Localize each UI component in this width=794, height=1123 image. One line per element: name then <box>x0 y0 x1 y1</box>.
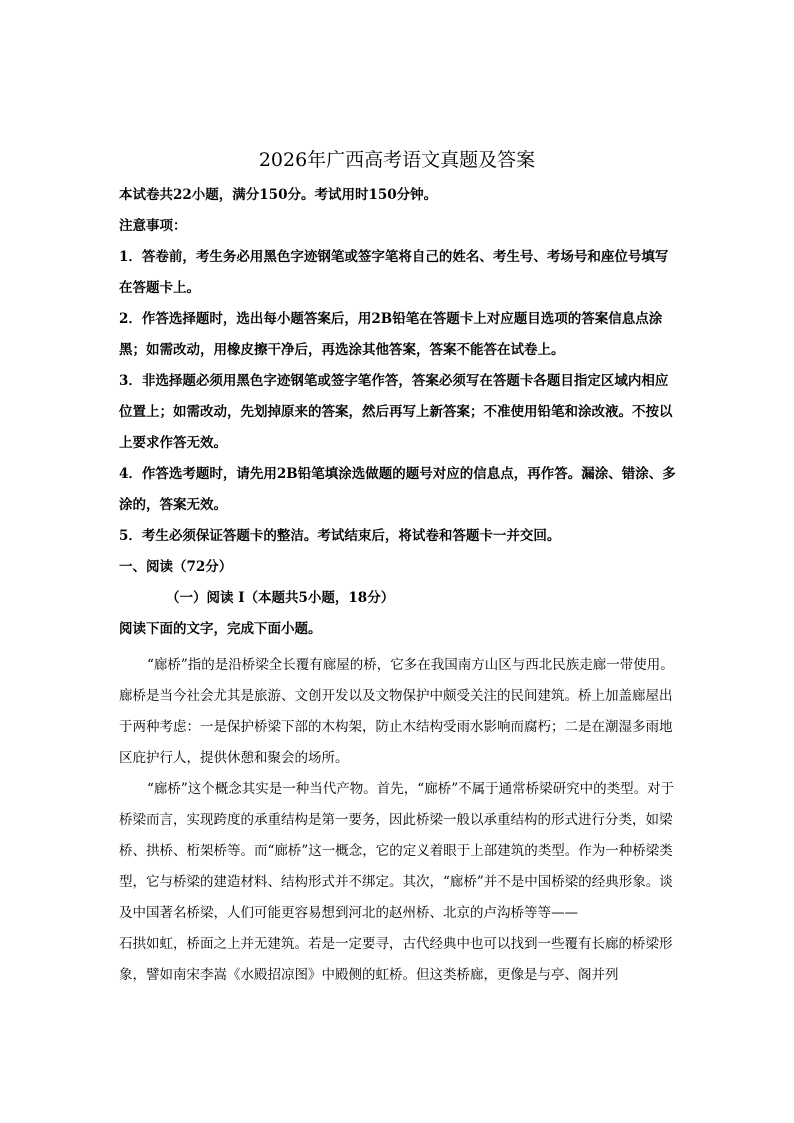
passage-paragraph: “廊桥”指的是沿桥梁全长覆有廊屋的桥，它多在我国南方山区与西北民族走廊一带使用。廊桥是当今社会尤其是旅游、文创开发以及文物保护中颇受关注的民间建筑。桥上加盖廊屋出于两种考虑：一是保护桥梁下部的木构架，防止木结构受雨水影响而腐朽；二是在潮湿多雨地区庇护行人，提供休憩和聚会的场所。 <box>119 657 674 766</box>
document-title: 2026年广西高考语文真题及答案 <box>258 149 536 171</box>
passage-continuation: 石拱如虹，桥面之上并无建筑。若是一定要寻，古代经典中也可以找到一些覆有长廊的桥梁形象，譬如南宋李嵩《水殿招凉图》中殿侧的虹桥。但这类桥廊，更像是与亭、阁并列 <box>119 936 673 983</box>
notice-heading: 注意事项： <box>119 218 187 234</box>
subsection-heading: （一）阅读 I（本题共5小题，18分） <box>166 590 395 606</box>
passage-paragraph: “廊桥”这个概念其实是一种当代产物。首先，“廊桥”不属于通常桥梁研究中的类型。对于桥梁而言，实现跨度的承重结构是第一要务，因此桥梁一般以承重结构的形式进行分类，如梁桥、拱桥、桁架桥等。而“廊桥”这一概念，它的定义着眼于上部建筑的类型。作为一种桥梁类型，它与桥梁的建造材料、结构形式并不绑定。其次，“廊桥”并不是中国桥梁的经典形象。谈及中国著名桥梁，人们可能更容易想到河北的赵州桥、北京的卢沟桥等等—— <box>119 781 675 921</box>
section-heading: 一、阅读（72分） <box>119 559 233 575</box>
reading-passage <box>119 650 679 991</box>
exam-info: 本试卷共22小题，满分150分。考试用时150分钟。 <box>119 187 438 203</box>
exam-instructions <box>119 180 679 645</box>
notice-item: 1．答卷前，考生务必用黑色字迹钢笔或签字笔将自己的姓名、考生号、考场号和座位号填写在答题卡上。 <box>119 249 669 296</box>
notice-item: 2．作答选择题时，选出每小题答案后，用2B铅笔在答题卡上对应题目选项的答案信息点涂黑；如需改动，用橡皮擦干净后，再选涂其他答案，答案不能答在试卷上。 <box>119 311 663 358</box>
reading-instruction: 阅读下面的文字，完成下面小题。 <box>119 621 322 637</box>
notice-item: 3．非选择题必须用黑色字迹钢笔或签字笔作答，答案必须写在答题卡各题目指定区域内相应位置上；如需改动，先划掉原来的答案，然后再写上新答案；不准使用铅笔和涂改液。不按以上要求作答无效。 <box>119 373 673 451</box>
notice-item: 4．作答选考题时，请先用2B铅笔填涂选做题的题号对应的信息点，再作答。漏涂、错涂、多涂的，答案无效。 <box>119 466 676 513</box>
notice-item: 5．考生必须保证答题卡的整洁。考试结束后，将试卷和答题卡一并交回。 <box>119 528 561 544</box>
